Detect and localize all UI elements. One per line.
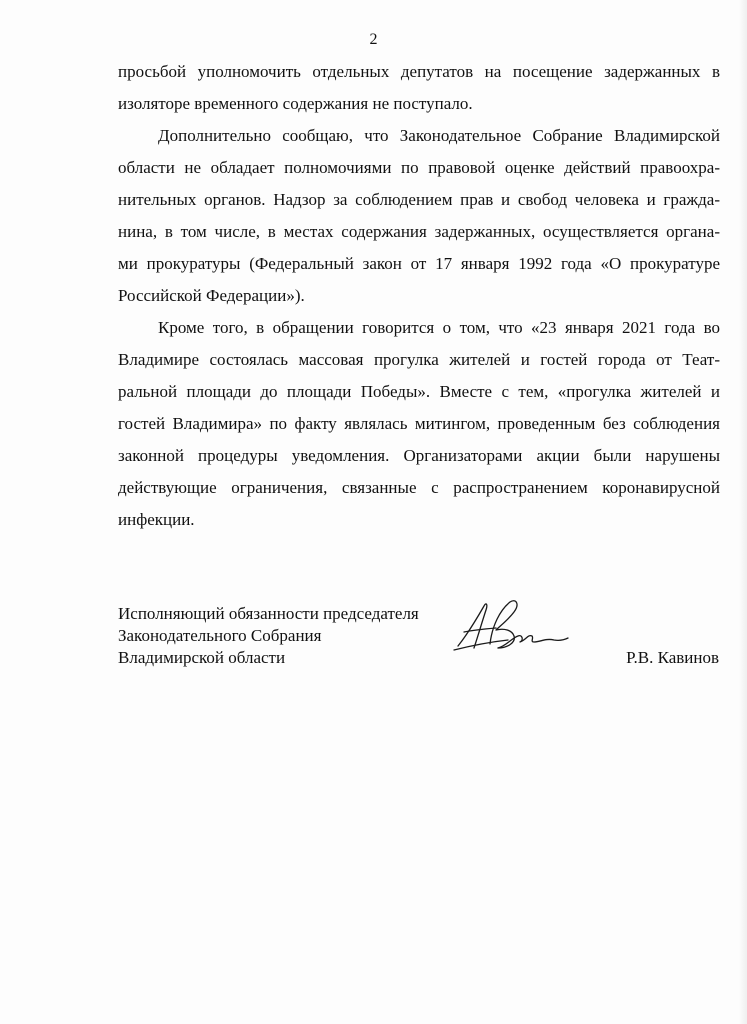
paragraph-3-line-4: гостей Владимира» по факту являлась митингом, проведенным без соблюдения — [118, 414, 720, 433]
paragraph-2-line-5: ми прокуратуры (Федеральный закон от 17 января 1992 года «О прокуратуре — [118, 254, 720, 273]
signatory-name: Р.В. Кавинов — [626, 648, 719, 667]
paragraph-3-line-3: ральной площади до площади Победы». Вместе с тем, «прогулка жителей и — [118, 382, 720, 401]
paragraph-1-line-2: изоляторе временного содержания не поступало. — [118, 94, 473, 113]
page-edge-shadow — [739, 0, 747, 1024]
paragraph-3-line-5: законной процедуры уведомления. Организаторами акции были нарушены — [118, 446, 720, 465]
paragraph-2-line-3: нительных органов. Надзор за соблюдением прав и свобод человека и гражда- — [118, 190, 720, 209]
signatory-position-line-1: Исполняющий обязанности председателя — [118, 604, 419, 623]
paragraph-3-line-6: действующие ограничения, связанные с распространением коронавирусной — [118, 478, 720, 497]
paragraph-3-line-1: Кроме того, в обращении говорится о том, что «23 января 2021 года во — [158, 318, 720, 337]
paragraph-3-line-7: инфекции. — [118, 510, 195, 529]
paragraph-2-line-2: области не обладает полномочиями по правовой оценке действий правоохра- — [118, 158, 720, 177]
signatory-position — [118, 603, 419, 669]
paragraph-2-line-1: Дополнительно сообщаю, что Законодательное Собрание Владимирской — [158, 126, 720, 145]
handwritten-signature — [450, 596, 570, 664]
page-number: 2 — [369, 31, 378, 48]
paragraph-2-line-4: нина, в том числе, в местах содержания задержанных, осуществляется органа- — [118, 222, 720, 241]
paragraph-3-line-2: Владимире состоялась массовая прогулка жителей и гостей города от Теат- — [118, 350, 720, 369]
signatory-position-line-2: Законодательного Собрания — [118, 626, 322, 645]
paragraph-1-line-1: просьбой уполномочить отдельных депутатов на посещение задержанных в — [118, 62, 720, 81]
signatory-position-line-3: Владимирской области — [118, 648, 286, 667]
paragraph-2-line-6: Российской Федерации»). — [118, 286, 305, 305]
